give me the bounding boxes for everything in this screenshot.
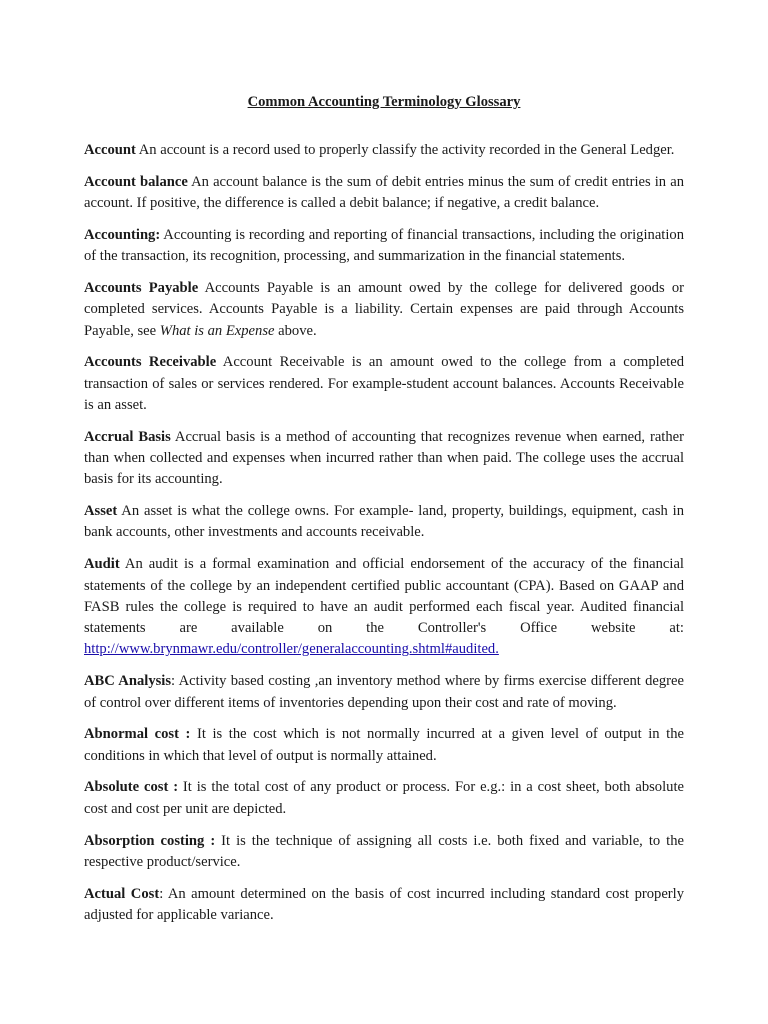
entry-term: Absolute cost : xyxy=(84,779,179,796)
glossary-entry-accounting xyxy=(84,225,684,268)
entry-term: Accounts Payable xyxy=(84,279,199,296)
entry-definition: An account balance is the sum of debit entries minus the sum of credit entries in an account. If positive, the difference is called a debit balance; if negative, a credit balance. xyxy=(84,173,684,212)
entry-definition: Accounts Payable is an amount owed by the college for delivered goods or completed services. Accounts Payable is a liability. Certain expenses are paid through Accounts Payable, see xyxy=(84,279,684,339)
entry-definition-end: above. xyxy=(274,322,317,339)
entry-definition: : Activity based costing ,an inventory method where by firms exercise different degree of control over different items of inventories depending upon their cost and rate of moving. xyxy=(84,673,684,711)
glossary-entry-account-balance xyxy=(84,172,684,215)
audited-statements-link[interactable]: http://www.brynmawr.edu/controller/generalaccounting.shtml#audited. xyxy=(84,641,499,658)
glossary-entry-accounts-payable xyxy=(84,278,684,342)
glossary-entry-actual-cost xyxy=(84,884,684,927)
entry-term: ABC Analysis xyxy=(84,673,172,690)
entry-term: Actual Cost xyxy=(84,885,160,902)
glossary-list xyxy=(84,140,684,937)
glossary-entry-absolute-cost xyxy=(84,777,684,820)
glossary-entry-accrual-basis xyxy=(84,427,684,491)
entry-definition: It is the total cost of any product or process. For e.g.: in a cost sheet, both absolute cost and cost per unit are depicted. xyxy=(84,779,684,817)
entry-definition: Accounting is recording and reporting of financial transactions, including the origination of the transaction, its recognition, processing, and summarization in the financial statements. xyxy=(84,226,684,265)
entry-term: Account balance xyxy=(84,173,188,190)
glossary-entry-audit xyxy=(84,554,684,660)
glossary-entry-abc-analysis xyxy=(84,671,684,714)
entry-term: Absorption costing : xyxy=(84,832,216,849)
entry-term: Accounts Receivable xyxy=(84,354,217,371)
glossary-entry-asset xyxy=(84,501,684,544)
glossary-entry-absorption-costing xyxy=(84,831,684,874)
entry-definition: Accrual basis is a method of accounting that recognizes revenue when earned, rather than when collected and expenses when incurred rather than when paid. The college uses the accrual basis for its accounting. xyxy=(84,428,684,488)
entry-term: Asset xyxy=(84,503,118,520)
entry-definition: Account Receivable is an amount owed to the college from a completed transaction of sales or services rendered. For example-student account balances. Accounts Receivable is an asset. xyxy=(84,354,685,413)
glossary-entry-abnormal-cost xyxy=(84,724,684,767)
entry-definition: An account is a record used to properly classify the activity recorded in the General Ledger. xyxy=(135,142,675,158)
entry-term: Accrual Basis xyxy=(84,428,171,445)
entry-term: Account xyxy=(84,142,136,158)
entry-term: Accounting: xyxy=(84,226,161,243)
entry-definition-emphasis: What is an Expense xyxy=(159,322,275,339)
page-title: Common Accounting Terminology Glossary xyxy=(247,94,521,110)
entry-definition: It is the cost which is not normally incurred at a given level of output in the conditions in which that level of output is normally attained. xyxy=(84,726,684,764)
entry-definition: It is the technique of assigning all costs i.e. both fixed and variable, to the respective product/service. xyxy=(84,832,684,870)
glossary-entry-accounts-receivable xyxy=(84,352,684,416)
glossary-entry-account xyxy=(84,140,684,161)
entry-term: Abnormal cost : xyxy=(84,726,191,743)
entry-definition: An asset is what the college owns. For example- land, property, buildings, equipment, cash in bank accounts, other investments and accounts receivable. xyxy=(84,503,684,541)
entry-definition: : An amount determined on the basis of cost incurred including standard cost properly adjusted for applicable variance. xyxy=(84,885,685,923)
entry-term: Audit xyxy=(84,556,120,573)
entry-definition: An audit is a formal examination and official endorsement of the accuracy of the financial statements of the college by an independent certified public accountant (CPA). Based on GAAP and FASB rules the college is required to have an audit performed each fiscal year. Audited financial statements are available on the Controller's Office website at: xyxy=(84,556,684,637)
